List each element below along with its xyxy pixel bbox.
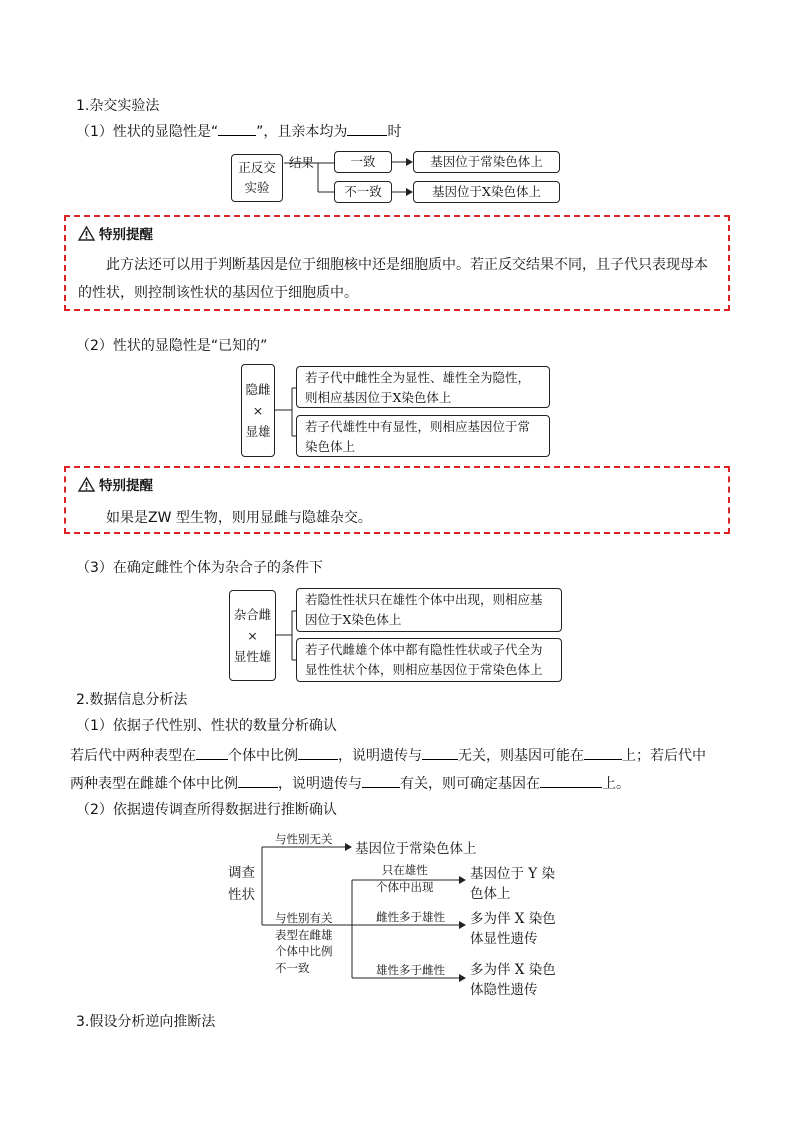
reminder-text: 如果是ZW 型生物，则用显雌与隐雄杂交。: [106, 510, 372, 526]
result-autosomal: 基因位于常染色体上: [355, 841, 477, 857]
result-y-linked: [470, 864, 555, 904]
cond-male-only: [376, 862, 434, 896]
text-span: 上；若后代中: [622, 748, 706, 764]
text-span: 两种表型在雌雄个体中比例: [70, 776, 238, 792]
label-line: 个体中出现: [376, 880, 434, 894]
box-line: 实验: [244, 180, 270, 195]
text-span: ，说明遗传与: [338, 748, 422, 764]
result-x-dominant: [470, 909, 556, 949]
outcome-x-linked-box: 若隐性性状只在雄性个体中出现，则相应基因位于X染色体上: [296, 588, 562, 632]
text-span: 若后代中两种表型在: [70, 748, 196, 764]
box-line: 杂合雌: [233, 607, 272, 622]
out-diff-box: 基因位于X染色体上: [413, 181, 560, 203]
box-line: 显雄: [245, 424, 271, 439]
result-line: 体显性遗传: [470, 931, 538, 947]
cond-male-more: 雄性多于雌性: [376, 963, 445, 977]
section-2-heading: 2.数据信息分析法: [76, 692, 188, 708]
sub2-heading: （2）性状的显隐性是“已知的”: [76, 338, 268, 354]
root-line: 性状: [228, 887, 255, 903]
box-line: 显性雄: [233, 649, 272, 664]
box-line: 隐雌: [245, 382, 271, 397]
label-line: 只在雄性: [381, 863, 428, 877]
sub1-prefix: （1）性状的显隐性是“: [76, 124, 219, 140]
branch-unrelated-label: 与性别无关: [275, 832, 333, 846]
text-span: 无关，则基因可能在: [458, 748, 584, 764]
sub1-mid: ”，且亲本均为: [256, 124, 348, 140]
root-line: 调查: [228, 865, 255, 881]
label-line: 不一致: [275, 960, 310, 975]
result-line: 多为伴 X 染色: [470, 962, 556, 978]
section-1-heading: 1.杂交实验法: [76, 98, 160, 114]
cond-same-box: 一致: [334, 151, 392, 173]
section-2-sub1: （1）依据子代性别、性状的数量分析确认: [76, 718, 337, 734]
box-line: ×: [252, 403, 264, 418]
text-span: 个体中比例: [228, 748, 298, 764]
result-x-recessive: [470, 960, 556, 1000]
sub3-heading: （3）在确定雌性个体为杂合子的条件下: [76, 560, 323, 576]
label-line: 与性别有关: [275, 911, 333, 925]
outcome-autosomal-box: 若子代雌雄个体中都有隐性性状或子代全为显性性状个体，则相应基因位于常染色体上: [296, 638, 562, 682]
text-span: 有关，则可确定基因在: [400, 776, 540, 792]
outcome-autosomal-box: 若子代雄性中有显性，则相应基因位于常染色体上: [296, 415, 550, 457]
box-line: ×: [247, 628, 258, 643]
result-line: 多为伴 X 染色: [470, 911, 556, 927]
reminder-title-text: 特别提醒: [99, 227, 153, 243]
out-same-box: 基因位于常染色体上: [413, 151, 560, 173]
result-line: 体隐性遗传: [470, 982, 538, 998]
text-span: 上。: [602, 776, 630, 792]
cond-diff-box: 不一致: [334, 181, 392, 203]
tree-root: [228, 862, 255, 906]
reminder-text: 此方法还可以用于判断基因是位于细胞核中还是细胞质中。若正反交结果不同，且子代只表现母本的性状，则控制该性状的基因位于细胞质中。: [78, 257, 708, 301]
label-line: 个体中比例: [275, 944, 333, 958]
cond-female-more: 雌性多于雄性: [376, 910, 445, 924]
outcome-x-linked-box: 若子代中雌性全为显性、雄性全为隐性，则相应基因位于X染色体上: [296, 366, 550, 408]
box-line: 正反交: [238, 160, 276, 175]
branch-related-label: [275, 910, 333, 976]
label-line: 表型在雌雄: [275, 927, 333, 942]
section-3-heading: 3.假设分析逆向推断法: [76, 1014, 216, 1030]
result-line: 基因位于 Y 染: [470, 866, 555, 882]
text-span: ，说明遗传与: [278, 776, 362, 792]
reminder-title-text: 特别提醒: [99, 478, 153, 494]
section-2-sub2: （2）依据遗传调查所得数据进行推断确认: [76, 802, 337, 818]
result-line: 色体上: [470, 886, 511, 902]
result-label: 结果: [289, 155, 315, 170]
sub1-suffix: 时: [387, 124, 402, 140]
